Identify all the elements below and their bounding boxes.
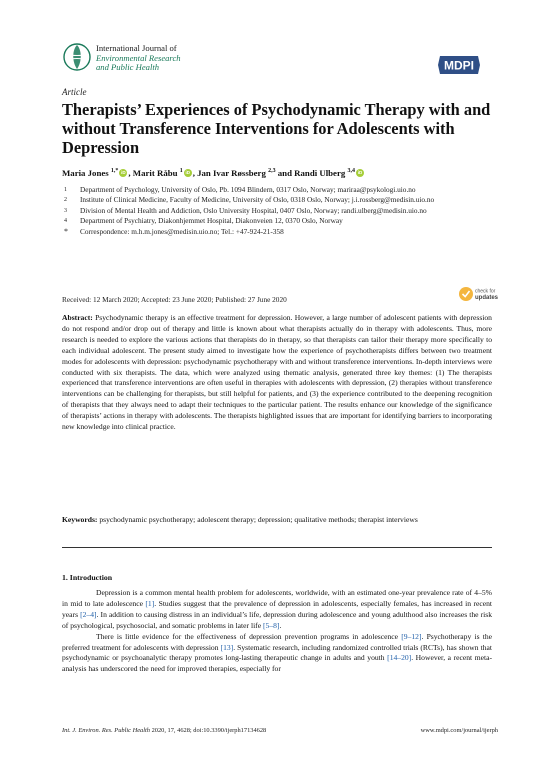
author-name[interactable]: Randi Ulberg	[294, 168, 346, 178]
page-title: Therapists’ Experiences of Psychodynamic Therapy with and without Transference Interventions for Adolescents with Depression	[62, 100, 491, 157]
introduction-paragraph-2	[62, 632, 492, 676]
article-type: Article	[62, 87, 87, 97]
introduction-paragraph-1	[62, 588, 492, 632]
mdpi-logo	[436, 54, 482, 76]
paragraph-text: There is little evidence for the effectiveness of depression prevention programs in adolescence	[96, 631, 402, 641]
affiliation-item	[62, 206, 492, 216]
affiliation-text: Department of Psychiatry, Diakonhjemmet Hospital, Diakonveien 12, 0370 Oslo, Norway	[80, 216, 343, 226]
orcid-icon[interactable]	[184, 169, 192, 177]
citation-link[interactable]: [14–20]	[387, 653, 412, 663]
check-updates-line2: updates	[475, 295, 499, 301]
affiliation-list	[62, 185, 492, 237]
paragraph-text: . However, a recent meta-analysis has underscored the need for improved therapies, especially for	[62, 653, 493, 674]
check-for-updates-badge[interactable]	[458, 285, 500, 303]
author-affiliation-marker: 2,3	[268, 168, 276, 175]
affiliation-marker: 1	[64, 187, 67, 193]
citation-link[interactable]: [5–8]	[262, 620, 280, 630]
author-separator: and	[275, 168, 295, 178]
footer-journal: Int. J. Environ. Res. Public Health	[62, 727, 150, 734]
affiliation-marker: 2	[64, 197, 67, 204]
affiliation-marker: *	[64, 226, 68, 236]
keywords-text: psychodynamic psychotherapy; adolescent therapy; depression; qualitative methods; therapist interviews	[99, 515, 418, 524]
paragraph-text: . In addition to causing distress in an individual’s life, depression during adolescence and young adulthood also increases the risk of psychological, psychosocial, and somatic problems in later life	[62, 609, 493, 630]
journal-name-line1: International Journal of	[96, 43, 177, 53]
footer-citation	[62, 727, 266, 734]
author-affiliation-marker: 1	[179, 168, 183, 175]
affiliation-text: Division of Mental Health and Addiction, Oslo University Hospital, 0407 Oslo, Norway; randi.ulberg@medisin.uio.no	[80, 205, 427, 215]
section-heading-introduction: 1. Introduction	[62, 573, 113, 582]
affiliation-item	[62, 216, 492, 226]
footer-url[interactable]: www.mdpi.com/journal/ijerph	[420, 727, 498, 734]
affiliation-marker: 4	[64, 218, 67, 225]
paragraph-text: . Systematic research, including randomized controlled trials (RCTs), has shown that psychodynamic or psychoanalytic therapy promotes long-lasting therapeutic change in adults and youth	[62, 642, 492, 663]
affiliation-text: Institute of Clinical Medicine, Faculty of Medicine, University of Oslo, 0318 Oslo, Norway; j.i.rossberg@medisin.uio.no	[80, 195, 435, 205]
paragraph-text: . Studies suggest that the prevalence of depression in adolescents, especially females, has increased in recent years	[62, 598, 492, 619]
abstract	[62, 313, 492, 433]
keywords-label: Keywords:	[62, 515, 98, 524]
abstract-label: Abstract:	[62, 313, 93, 322]
author-list	[62, 168, 365, 178]
author-separator: ,	[192, 168, 198, 178]
author-affiliation-marker: 1,*	[110, 168, 119, 175]
introduction-body	[62, 588, 492, 675]
affiliation-text: Department of Psychology, University of Oslo, Pb. 1094 Blindern, 0317 Oslo, Norway; mariraa@psykologi.uio.no	[80, 185, 416, 194]
author-name[interactable]: Marit Råbu	[132, 168, 178, 178]
abstract-text: Psychodynamic therapy is an effective treatment for depression. However, a large number of adolescent patients with depression do not respond and/or drop out of therapy and little is known about what therapists actually do in therapy with adolescents. Thus, more research is needed to explore the various actions that therapists do in therapy, so that therapists can tailor their therapy more specifically to each individual adolescent. The present study aimed to investigate how the experience of psychotherapists differs between two treatment modes for adolescents with depression: psychodynamic psychotherapy with and without transference interventions. In-depth interviews were conducted with six therapists. The data, which were analyzed using thematic analysis, generated three key themes: (1) The therapists experienced that transference interventions are often useful in therapies with adolescents with depression, (2) therapies without transference interventions can be challenging for therapists, but still helpful for patients, and (3) the experience contributed to the deepening recognition of therapists that they always need to adapt their techniques to the particular patient. The results enhance our knowledge of the significance of therapists’ actions in therapy with adolescents. The therapists highlighted issues that are important for identifying barriers to incorporating new knowledge into clinical practice.	[62, 313, 492, 432]
orcid-icon[interactable]	[119, 169, 127, 177]
keywords	[62, 515, 492, 526]
affiliation-item	[62, 227, 492, 237]
citation-link[interactable]: [1]	[145, 598, 155, 608]
author-name[interactable]: Maria Jones	[62, 168, 109, 178]
section-divider	[62, 547, 492, 548]
journal-name-line3: and Public Health	[96, 62, 160, 73]
journal-logo-icon	[62, 40, 92, 74]
affiliation-marker: 3	[64, 207, 67, 214]
journal-name	[96, 44, 181, 73]
footer-doi: 2020, 17, 4628; doi:10.3390/ijerph17134628	[149, 727, 267, 734]
author-separator: ,	[128, 168, 133, 178]
author-name[interactable]: Jan Ivar Røssberg	[197, 168, 266, 178]
citation-link[interactable]: [2–4]	[80, 609, 97, 619]
publication-dates: Received: 12 March 2020; Accepted: 23 June 2020; Published: 27 June 2020	[62, 295, 287, 304]
paragraph-text: .	[279, 620, 282, 630]
mdpi-logo-text: MDPI	[444, 58, 474, 73]
author-affiliation-marker: 3,4	[347, 168, 355, 175]
paragraph-text: . Psychotherapy is the preferred treatment for adolescents with depression	[62, 631, 492, 652]
affiliation-text: Correspondence: m.h.m.jones@medisin.uio.no; Tel.: +47-924-21-358	[80, 226, 284, 236]
check-updates-line1: check for	[475, 288, 496, 295]
affiliation-item	[62, 185, 492, 195]
citation-link[interactable]: [13]	[220, 642, 234, 652]
journal-name-line2: Environmental Research	[96, 52, 181, 63]
affiliation-item	[62, 195, 492, 205]
orcid-icon[interactable]	[356, 169, 364, 177]
citation-link[interactable]: [9–12]	[401, 631, 422, 641]
paragraph-text: Depression is a common mental health problem for adolescents, worldwide, with an estimated one-year prevalence rate of 4–5% in mid to late adolescence	[62, 588, 492, 608]
